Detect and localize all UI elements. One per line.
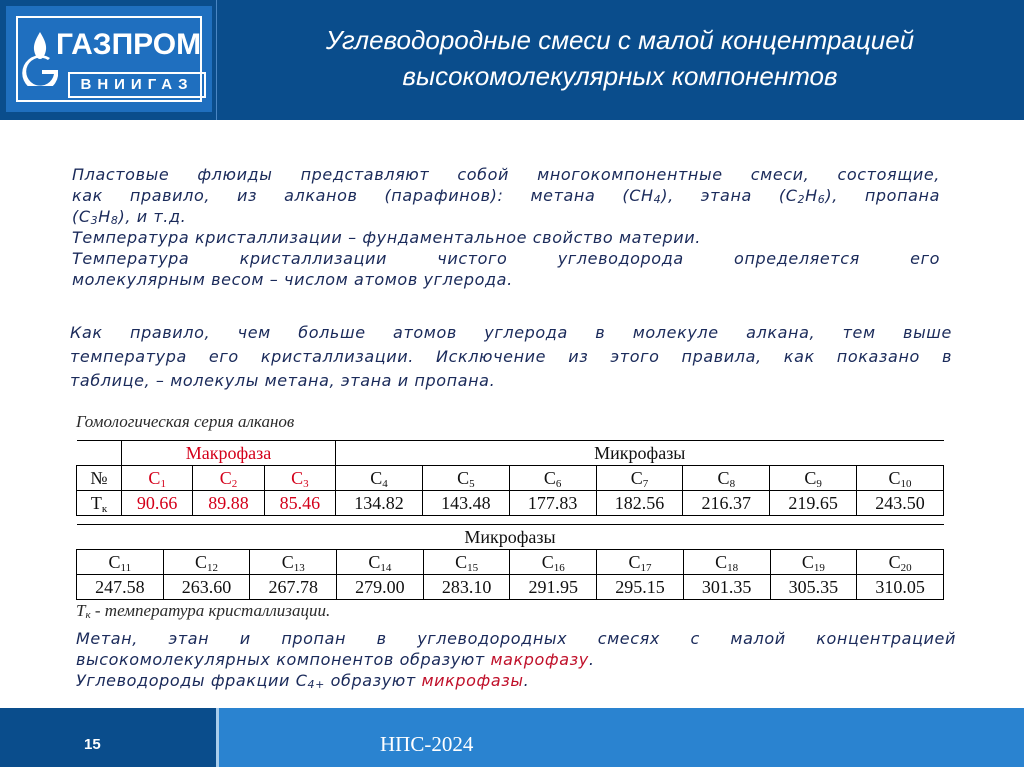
p1-line-2: как правило, из алканов (парафинов): метана $(CH_4)$, этана $(C_2H_6)$, пропана bbox=[72, 186, 940, 206]
p1-line-4: Температура кристаллизации – фундаментальное свойство материи. bbox=[72, 228, 701, 247]
temp-cell-c14: 279.00 bbox=[337, 575, 424, 600]
carbon-cell-c18: $C_{18}$ bbox=[683, 550, 770, 575]
table-note: $Т_к$ - температура кристаллизации. bbox=[76, 601, 331, 621]
carbon-cell-c19: $C_{19}$ bbox=[770, 550, 857, 575]
carbon-cell-c16: $C_{16}$ bbox=[510, 550, 597, 575]
slide-title bbox=[230, 22, 1010, 94]
macrophase-term: макрофазу bbox=[490, 650, 589, 669]
carbon-cell-c12: $C_{12}$ bbox=[163, 550, 250, 575]
logo-sub-text: ВНИИГАЗ bbox=[68, 72, 206, 98]
temp-cell-c13: 267.78 bbox=[250, 575, 337, 600]
p1-line-6: молекулярным весом – числом атомов углерода. bbox=[72, 270, 513, 289]
temp-cell-c6: 177.83 bbox=[509, 491, 596, 516]
temperature-row bbox=[77, 491, 944, 516]
footer-label: НПС-2024 bbox=[380, 732, 474, 756]
intro-paragraph bbox=[72, 164, 940, 290]
alkane-table-bottom bbox=[76, 524, 944, 600]
carbon-number-row bbox=[77, 466, 944, 491]
row-t-label: $Т_к$ bbox=[77, 491, 122, 516]
temp-cell-c9: 219.65 bbox=[770, 491, 857, 516]
footer-divider bbox=[216, 708, 219, 767]
carbon-cell-c5: $C_5$ bbox=[422, 466, 509, 491]
temp-cell-c15: 283.10 bbox=[423, 575, 510, 600]
carbon-cell-c14: $C_{14}$ bbox=[337, 550, 424, 575]
p2-line-1: Как правило, чем больше атомов углерода в молекуле алкана, тем выше bbox=[70, 323, 952, 342]
carbon-cell-c11: $C_{11}$ bbox=[77, 550, 164, 575]
footer-left-block bbox=[0, 708, 216, 767]
page-number: 15 bbox=[84, 736, 101, 753]
temp-cell-c19: 305.35 bbox=[770, 575, 857, 600]
title-line-1: Углеводородные смеси с малой концентрацией bbox=[325, 25, 915, 55]
carbon-cell-c7: $C_7$ bbox=[596, 466, 683, 491]
p3-line-1: Метан, этан и пропан в углеводородных смесях с малой концентрацией bbox=[76, 629, 956, 648]
header-bar bbox=[0, 0, 1024, 120]
temp-cell-c5: 143.48 bbox=[422, 491, 509, 516]
p1-line-1: Пластовые флюиды представляют собой многокомпонентные смеси, состоящие, bbox=[72, 165, 940, 184]
p3-line-3: Углеводороды фракции $С_{4+}$ образуют микрофазы. bbox=[76, 671, 530, 691]
carbon-number-row-2 bbox=[77, 550, 944, 575]
p2-line-2: температура его кристаллизации. Исключение из этого правила, как показано в bbox=[70, 347, 952, 366]
carbon-cell-c2: $C_2$ bbox=[193, 466, 264, 491]
temp-cell-c3: 85.46 bbox=[264, 491, 335, 516]
temp-cell-c11: 247.58 bbox=[77, 575, 164, 600]
carbon-cell-c10: $C_{10}$ bbox=[857, 466, 944, 491]
carbon-cell-c8: $C_8$ bbox=[683, 466, 770, 491]
temp-cell-c17: 295.15 bbox=[597, 575, 684, 600]
temp-cell-c12: 263.60 bbox=[163, 575, 250, 600]
carbon-cell-c15: $C_{15}$ bbox=[423, 550, 510, 575]
conclusion-paragraph bbox=[76, 628, 956, 691]
logo-main-text: ГАЗПРОМ bbox=[56, 28, 202, 61]
carbon-cell-c3: $C_3$ bbox=[264, 466, 335, 491]
temp-cell-c20: 310.05 bbox=[857, 575, 944, 600]
p1-line-3: $(C_3H_8)$, и т.д. bbox=[72, 207, 187, 227]
row-num-label: № bbox=[77, 466, 122, 491]
logo bbox=[6, 6, 212, 112]
p1-line-5: Температура кристаллизации чистого углеводорода определяется его bbox=[72, 249, 940, 268]
title-line-2: высокомолекулярных компонентов bbox=[402, 61, 838, 91]
temp-cell-c16: 291.95 bbox=[510, 575, 597, 600]
carbon-cell-c6: $C_6$ bbox=[509, 466, 596, 491]
microphase-term: микрофазы bbox=[421, 671, 524, 690]
microphase-header-2: Микрофазы bbox=[77, 525, 944, 550]
carbon-cell-c17: $C_{17}$ bbox=[597, 550, 684, 575]
temp-cell-c1: 90.66 bbox=[122, 491, 193, 516]
microphase-header: Микрофазы bbox=[336, 441, 944, 466]
temp-cell-c8: 216.37 bbox=[683, 491, 770, 516]
p2-line-3: таблице, – молекулы метана, этана и пропана. bbox=[70, 371, 496, 390]
macrophase-header: Макрофаза bbox=[122, 441, 336, 466]
temp-cell-c2: 89.88 bbox=[193, 491, 264, 516]
temp-cell-c10: 243.50 bbox=[857, 491, 944, 516]
carbon-cell-c20: $C_{20}$ bbox=[857, 550, 944, 575]
flame-g-icon bbox=[20, 30, 60, 86]
carbon-cell-c13: $C_{13}$ bbox=[250, 550, 337, 575]
header-divider bbox=[216, 0, 217, 120]
alkane-table-top bbox=[76, 440, 944, 516]
carbon-cell-c1: $C_1$ bbox=[122, 466, 193, 491]
temp-cell-c18: 301.35 bbox=[683, 575, 770, 600]
temp-cell-c4: 134.82 bbox=[336, 491, 423, 516]
temp-cell-c7: 182.56 bbox=[596, 491, 683, 516]
carbon-cell-c4: $C_4$ bbox=[336, 466, 423, 491]
footer-bar bbox=[0, 708, 1024, 767]
p3-line-2: высокомолекулярных компонентов образуют макрофазу. bbox=[76, 650, 595, 669]
table-caption: Гомологическая серия алканов bbox=[76, 412, 295, 431]
rule-paragraph bbox=[70, 321, 952, 393]
header-spacer bbox=[77, 441, 122, 466]
temperature-row-2 bbox=[77, 575, 944, 600]
carbon-cell-c9: $C_9$ bbox=[770, 466, 857, 491]
